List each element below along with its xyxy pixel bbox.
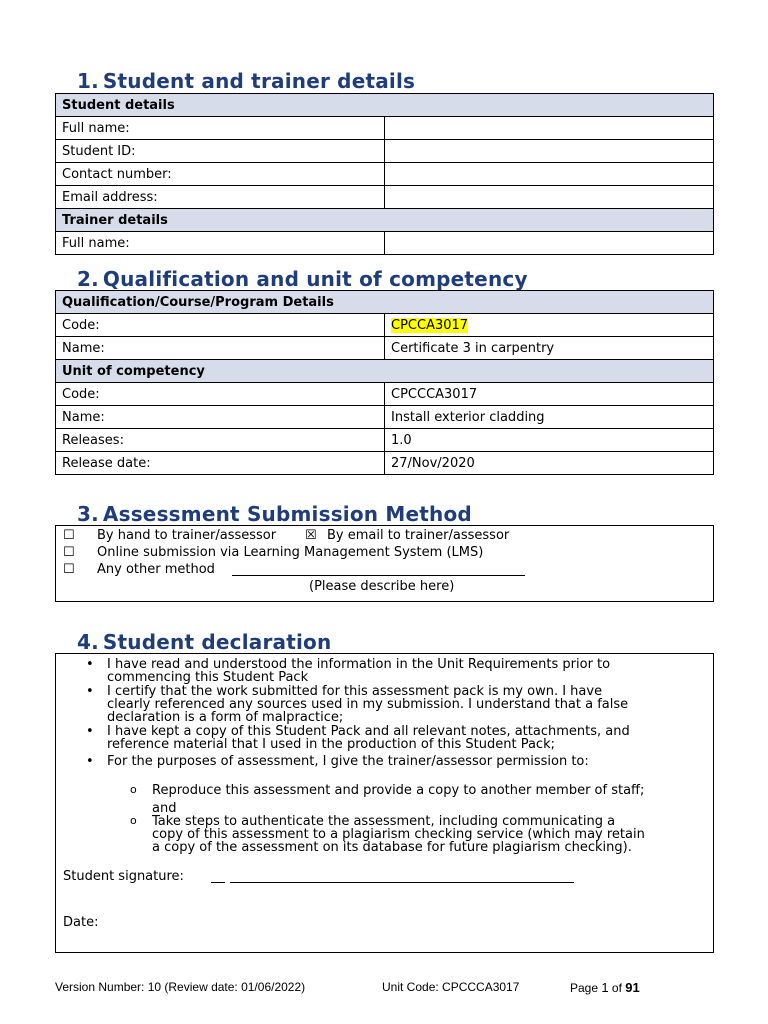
unit-code-value: CPCCCA3017	[385, 383, 714, 406]
permission-line: Take steps to authenticate the assessment, including communicating a	[152, 814, 616, 829]
trainer-details-header: Trainer details	[56, 209, 714, 232]
bullet-marker: •	[86, 724, 94, 739]
lms-checkbox[interactable]: ☐	[63, 545, 75, 560]
release-date-label: Release date:	[56, 452, 385, 475]
declaration-line: I have kept a copy of this Student Pack and all relevant notes, attachments, and	[107, 724, 630, 739]
full-name-field[interactable]	[385, 117, 714, 140]
section-title: Qualification and unit of competency	[102, 267, 528, 291]
qualification-table	[55, 290, 714, 475]
declaration-item-2	[107, 685, 706, 724]
unit-name-label: Name:	[56, 406, 385, 429]
qual-name-label: Name:	[56, 337, 385, 360]
permission-item-1	[152, 784, 706, 815]
section-3-heading	[77, 502, 472, 526]
qual-code-label: Code:	[56, 314, 385, 337]
trainer-full-name-label: Full name:	[56, 232, 385, 255]
declaration-line: I certify that the work submitted for this assessment pack is my own. I have	[107, 684, 603, 699]
bullet-marker: •	[86, 754, 94, 769]
unit-name-value: Install exterior cladding	[385, 406, 714, 429]
page-prefix: Page	[570, 981, 602, 995]
email-option-label: By email to trainer/assessor	[327, 528, 510, 543]
footer-unit-code: Unit Code: CPCCCA3017	[382, 980, 520, 994]
signature-line-short	[211, 868, 225, 883]
section-2-heading	[77, 267, 528, 291]
declaration-line: commencing this Student Pack	[107, 670, 309, 685]
highlighted-code: CPCCA3017	[391, 317, 469, 333]
qual-code-value	[385, 314, 714, 337]
footer-version: Version Number: 10 (Review date: 01/06/2022)	[55, 980, 306, 994]
permission-line: Reproduce this assessment and provide a copy to another member of staff;	[152, 783, 645, 798]
declaration-item-1	[107, 658, 706, 684]
bullet-marker: •	[86, 684, 94, 699]
date-label: Date:	[63, 915, 99, 930]
full-name-label: Full name:	[56, 117, 385, 140]
section-4-heading	[77, 630, 331, 654]
footer-page-number	[570, 980, 640, 995]
permission-line: copy of this assessment to a plagiarism checking service (which may retain	[152, 827, 645, 842]
section-title: Assessment Submission Method	[102, 502, 472, 526]
student-trainer-table	[55, 93, 714, 255]
release-date-value: 27/Nov/2020	[385, 452, 714, 475]
student-id-field[interactable]	[385, 140, 714, 163]
permission-line: and	[152, 801, 177, 816]
student-id-label: Student ID:	[56, 140, 385, 163]
declaration-line: clearly referenced any sources used in my submission. I understand that a false	[107, 697, 629, 712]
lms-option-label: Online submission via Learning Management System (LMS)	[97, 545, 484, 560]
sub-bullet-marker: o	[130, 814, 137, 827]
qual-name-value: Certificate 3 in carpentry	[385, 337, 714, 360]
declaration-line: I have read and understood the information in the Unit Requirements prior to	[107, 657, 611, 672]
signature-label: Student signature:	[63, 869, 184, 884]
email-address-label: Email address:	[56, 186, 385, 209]
unit-header: Unit of competency	[56, 360, 714, 383]
permission-item-2	[152, 815, 706, 854]
email-address-field[interactable]	[385, 186, 714, 209]
other-checkbox[interactable]: ☐	[63, 562, 75, 577]
contact-number-label: Contact number:	[56, 163, 385, 186]
other-method-input[interactable]	[232, 561, 525, 576]
section-number: 3.	[77, 502, 99, 526]
declaration-line: reference material that I used in the production of this Student Pack;	[107, 737, 555, 752]
declaration-line: For the purposes of assessment, I give the trainer/assessor permission to:	[107, 754, 589, 769]
qualification-header: Qualification/Course/Program Details	[56, 291, 714, 314]
unit-code-label: Code:	[56, 383, 385, 406]
page-total: 91	[625, 980, 640, 995]
trainer-full-name-field[interactable]	[385, 232, 714, 255]
contact-number-field[interactable]	[385, 163, 714, 186]
section-title: Student declaration	[102, 630, 332, 654]
bullet-marker: •	[86, 657, 94, 672]
email-checkbox[interactable]: ☒	[305, 528, 317, 543]
permission-line: a copy of the assessment on its database for future plagiarism checking).	[152, 840, 632, 855]
section-1-heading	[77, 69, 415, 93]
declaration-item-3	[107, 725, 706, 751]
describe-hint: (Please describe here)	[309, 579, 455, 594]
section-number: 1.	[77, 69, 99, 93]
hand-checkbox[interactable]: ☐	[63, 528, 75, 543]
releases-label: Releases:	[56, 429, 385, 452]
sub-bullet-marker: o	[130, 783, 137, 796]
student-details-header: Student details	[56, 94, 714, 117]
page-of: of	[608, 981, 626, 995]
page-current: 1	[601, 980, 609, 995]
section-number: 4.	[77, 630, 99, 654]
signature-input[interactable]	[230, 868, 574, 883]
declaration-line: declaration is a form of malpractice;	[107, 710, 344, 725]
other-option-label: Any other method	[97, 562, 215, 577]
releases-value: 1.0	[385, 429, 714, 452]
hand-option-label: By hand to trainer/assessor	[97, 528, 277, 543]
section-title: Student and trainer details	[102, 69, 416, 93]
declaration-item-4	[107, 755, 706, 768]
section-number: 2.	[77, 267, 99, 291]
